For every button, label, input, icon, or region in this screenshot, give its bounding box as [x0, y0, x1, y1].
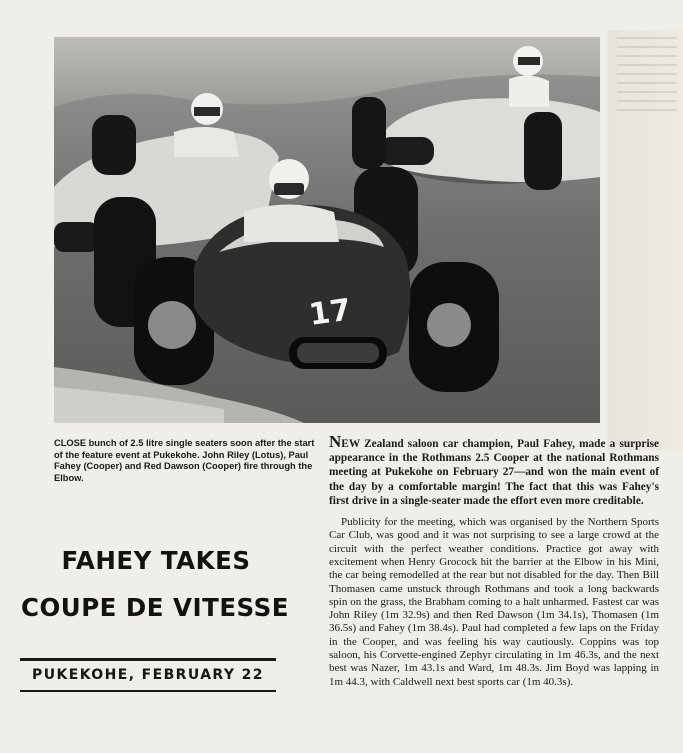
car-number-17: 17 — [306, 292, 354, 333]
dateline: PUKEKOHE, FEBRUARY 22 — [32, 667, 264, 683]
headline-line-1: FAHEY TAKES — [61, 546, 251, 575]
race-photo — [54, 37, 600, 423]
article-body: Publicity for the meeting, which was organised by the Northern Sports Car Club, was good and it was not surprising to see a large crowd at the circuit with the perfect weather conditions. Practice got away with excitement when Henry Grocock hit the barrier at the Elbow in his Mini, the car being remodelled at the rear but not disabled for the day. Then Bill Thomasen came unstuck through Rothmans and took a long backwards spin on the grass, the Brabham coming to a halt unharmed. Fastest car was John Riley (1m 32.9s) and then Red Dawson (1m 34.1s), Thomasen (1m 36.5s) and Fahey (1m 38.4s). Paul had completed a few laps on the Friday in the Cooper, and was feeling his way cautiously. Coppins was top saloon, his Corvette-engined Zephyr circulating in 1m 46.3s, and the next best was Nazer, 1m 43.1s and Ward, 1m 48.3s. Jim Boyd was lapping in 1m 44.3, with Caldwell next best sports car (1m 40.3s). — [329, 516, 659, 688]
drop-cap: N — [329, 432, 342, 451]
article-lead-text: EW Zealand saloon car champion, Paul Fahey, made a surprise appearance in the Rothmans 2.5 Cooper at the national Rothmans meeting at Pukekohe on February 27—and won the main event of the day by a comfortable margin! The fact that this was Fahey's first drive in a single-seater made the effort even more creditable. — [329, 438, 659, 507]
dateline-rule-bottom — [20, 690, 276, 692]
photo-caption: CLOSE bunch of 2.5 litre single seaters soon after the start of the feature event at Pukekohe. John Riley (Lotus), Paul Fahey (Cooper) and Red Dawson (Cooper) fire through the Elbow. — [54, 438, 315, 483]
headline-line-2: COUPE DE VITESSE — [21, 593, 289, 622]
race-photo-illustration — [54, 37, 600, 423]
article — [329, 432, 659, 689]
dateline-rule-top — [20, 658, 276, 661]
margin-show-through — [607, 30, 683, 450]
article-lead — [329, 432, 659, 508]
